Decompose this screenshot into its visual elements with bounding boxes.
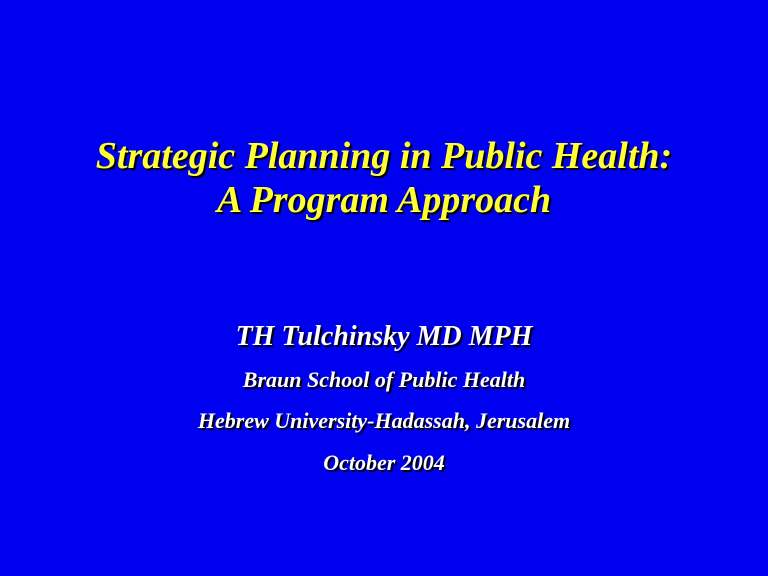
university-name: Hebrew University-Hadassah, Jerusalem	[197, 408, 571, 433]
presentation-date: October 2004	[323, 450, 445, 475]
slide-title	[0, 134, 768, 222]
author-name: TH Tulchinsky MD MPH	[235, 321, 533, 352]
school-name: Braun School of Public Health	[242, 367, 526, 392]
title-line-2: A Program Approach	[216, 179, 552, 221]
title-line-1: Strategic Planning in Public Health:	[95, 135, 673, 177]
